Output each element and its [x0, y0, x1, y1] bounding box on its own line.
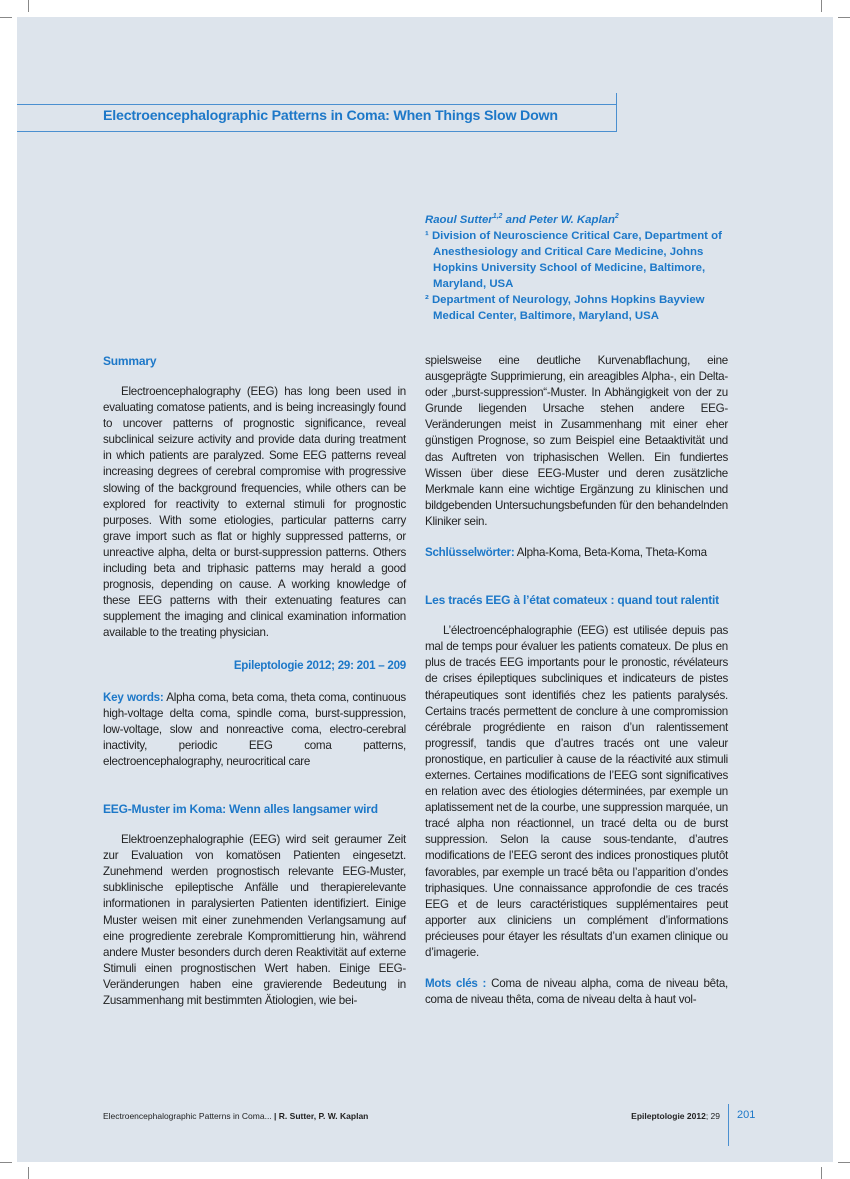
page-number: 201: [737, 1109, 756, 1121]
article-title: Electroencephalographic Patterns in Coma: When Things Slow Down: [103, 108, 558, 124]
french-keywords: Mots clés : Coma de niveau alpha, coma de niveau bêta, coma de niveau thêta, coma de niveau delta à haut vol-: [425, 977, 729, 1007]
french-text: L’électroencéphalographie (EEG) est utilisée depuis pas mal de temps pour évaluer les patients comateux. De plus en plus de tracés EEG importants pour le pronostic, révélateurs de crises épileptiques subcliniques et indicateurs de pistes thérapeutiques sont identifiés chez les patients paralysés. Certains tracés permettent de conclure à une compromission cérébrale progrédiente en raison d’un ralentissement progressif, tandis que d’autres tracés ont une valeur pronostique, en particulier à cause de la réactivité aux stimuli externes. Certaines modifications de l’EEG sont significatives en relation avec des étiologies déterminées, par exemple un aplatissement net de la courbe, une suppression marquée, un tracé alpha non réactionnel, un tracé delta ou de burst suppression. Selon la cause sous-tendante, d’autres modifications de l’EEG seront des indices pronostiques plutôt favorables, par exemple un tracé bêta ou l’apparition d’ondes triphasiques. Une connaissance approfondie de ces tracés EEG et de leurs caractéristiques supplémentaires peut apporter aux cliniciens un complément d’informations précieuses pour étayer les résultats d’un examen clinique ou d’imagerie.: [425, 624, 728, 959]
right-column: [425, 353, 728, 1008]
author-names: Raoul Sutter$^{1,2}$ and Peter W. Kaplan$^2$: [425, 213, 619, 226]
crop-mark: [0, 1162, 12, 1163]
affiliation-1: ¹ Division of Neuroscience Critical Care, Department of Anesthesiology and Critical Care Medicine, Johns Hopkins University School of Medicine, Baltimore, Maryland, USA: [425, 229, 722, 290]
summary-heading: Summary: [103, 354, 157, 368]
german-text: Elektroenzephalographie (EEG) wird seit geraumer Zeit zur Evaluation von komatösen Patienten eingesetzt. Zunehmend werden prognostisch relevante EEG-Muster, subklinische epileptische Anfälle und therapierelevante informationen in paralysierten Patienten identifiziert. Einige Muster weisen mit einer zunehmenden Verlangsamung auf eine progrediente zerebrale Kompromittierung hin, während andere Muster besonders durch deren Reaktivität auf externe Stimuli einen prognostischen Wert haben. Einige EEG-Veränderungen haben eine gravierende Bedeutung in Zusammenhang mit bestimmten Ätiologien, wie bei-: [103, 833, 406, 1007]
german-text-continued: spielsweise eine deutliche Kurvenabflachung, eine ausgeprägte Supprimierung, ein areagibles Alpha-, ein Delta- oder „burst-suppression“-Muster. In Abhängigkeit von der zu Grunde liegenden Ursache stehen andere EEG-Veränderungen meist in Zusammenhang mit einer eher günstigen Prognose, so zum Beispiel eine Betaaktivität und das Auftreten von triphasischen Wellen. Ein fundiertes Wissen über diese EEG-Muster und deren zusätzliche Merkmale kann eine wichtige Ergänzung zu klinischen und bildgebenden Untersuchungsbefunden für den behandelnden Kliniker sein.: [425, 354, 728, 528]
crop-mark: [0, 17, 12, 18]
crop-mark: [838, 17, 850, 18]
affiliation-2: ² Department of Neurology, Johns Hopkins Bayview Medical Center, Baltimore, Maryland, USA: [425, 293, 705, 322]
french-heading: Les tracés EEG à l’état comateux : quand tout ralentit: [425, 593, 719, 608]
summary-text: Electroencephalography (EEG) has long been used in evaluating comatose patients, and is being increasingly found to uncover patterns of prognostic significance, reveal subclinical seizure activity and provide data during treatment in which patients are paralyzed. Some EEG patterns reveal increasing degrees of cerebral compromise with progressive slowing of the background frequencies, while others can be explored for reactivity to external stimuli for prognostic purposes. With some etiologies, particular patterns carry grave import such as flat or highly suppressed patterns, or unreactive alpha, delta or burst-suppression patterns. Others including beta and triphasic patterns may herald a good prognosis, depending on cause. A working knowledge of these EEG patterns with their extenuating features can supplement the imaging and clinical examination information available to the treating physician.: [103, 385, 406, 640]
author-block: [425, 209, 730, 324]
crop-mark: [821, 1167, 822, 1179]
german-keywords: Schlüsselwörter: Alpha-Koma, Beta-Koma, Theta-Koma: [425, 546, 707, 560]
keywords: Key words: Alpha coma, beta coma, theta coma, continuous high-voltage delta coma, spindle coma, burst-suppression, low-voltage, slow and nonreactive coma, electro-cerebral inactivity, periodic EEG coma patterns, electroencephalography, neurocritical care: [103, 690, 406, 768]
left-column: [103, 353, 406, 1009]
crop-mark: [28, 1167, 29, 1179]
crop-mark: [838, 1162, 850, 1163]
german-heading: EEG-Muster im Koma: Wenn alles langsamer wird: [103, 802, 378, 817]
crop-mark: [28, 0, 29, 12]
footer-divider: [728, 1104, 729, 1146]
footer-journal: Epileptologie 2012; 29: [631, 1111, 720, 1121]
footer-running-title: Electroencephalographic Patterns in Coma... | R. Sutter, P. W. Kaplan: [103, 1111, 369, 1121]
crop-mark: [821, 0, 822, 12]
citation: Epileptologie 2012; 29: 201 – 209: [233, 658, 406, 672]
